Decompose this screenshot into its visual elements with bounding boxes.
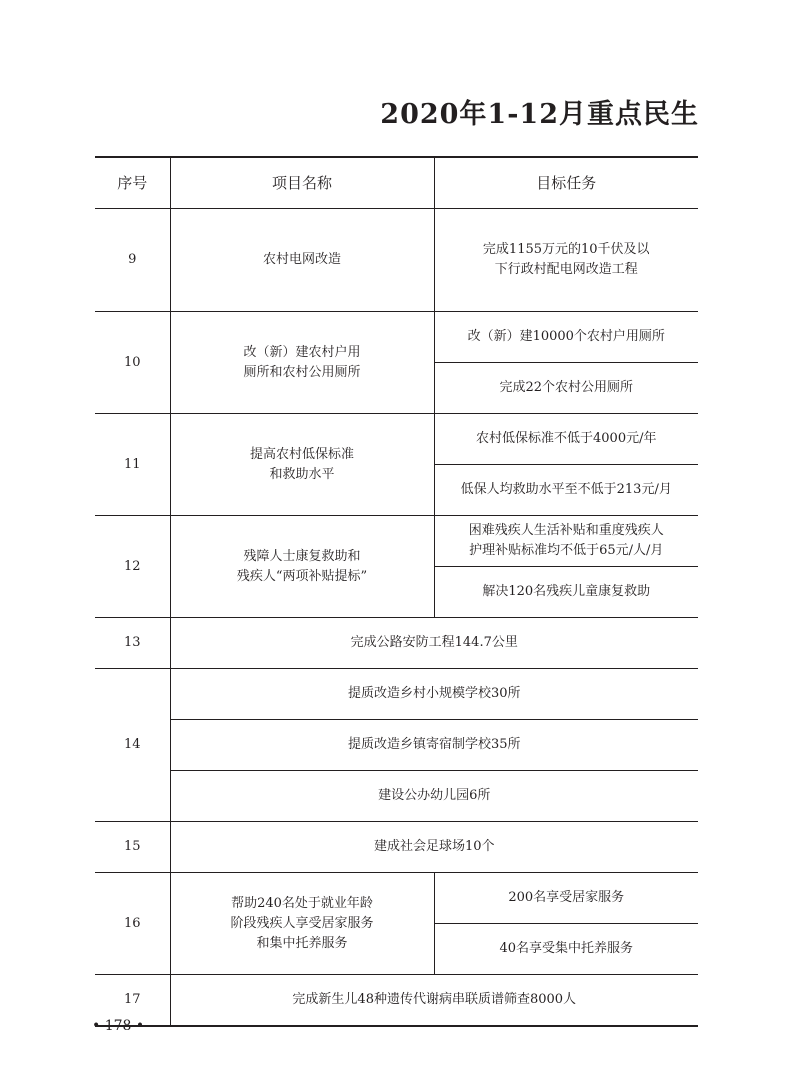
target-task: 提质改造乡镇寄宿制学校35所: [170, 720, 698, 771]
target-task: 低保人均救助水平至不低于213元/月: [434, 465, 698, 516]
target-task: 建成社会足球场10个: [170, 822, 698, 873]
target-task: 完成1155万元的10千伏及以 下行政村配电网改造工程: [434, 209, 698, 312]
table-row: [95, 618, 698, 669]
table-row: [95, 873, 698, 924]
project-name: 改（新）建农村户用 厕所和农村公用厕所: [170, 312, 434, 414]
livelihood-projects-table: [95, 156, 698, 1027]
target-task: 200名享受居家服务: [434, 873, 698, 924]
project-name: 帮助240名处于就业年龄 阶段残疾人享受居家服务 和集中托养服务: [170, 873, 434, 975]
page-title: 2020年1-12月重点民生: [380, 99, 699, 130]
row-number: 17: [95, 975, 170, 1026]
page-number: • 178 •: [92, 1018, 145, 1034]
row-number: 16: [95, 873, 170, 975]
table-row: [95, 209, 698, 312]
table-row: [95, 720, 698, 771]
row-number: 10: [95, 312, 170, 414]
table-row: [95, 669, 698, 720]
target-task: 改（新）建10000个农村户用厕所: [434, 312, 698, 363]
target-task: 完成公路安防工程144.7公里: [170, 618, 698, 669]
table-row: [95, 414, 698, 465]
header-no: 序号: [95, 157, 170, 209]
table-header-row: [95, 157, 698, 209]
table-row: [95, 771, 698, 822]
target-task: 解决120名残疾儿童康复救助: [434, 567, 698, 618]
project-name: 残障人士康复救助和 残疾人“两项补贴提标”: [170, 516, 434, 618]
row-number: 14: [95, 669, 170, 822]
target-task: 完成新生儿48种遗传代谢病串联质谱筛查8000人: [170, 975, 698, 1026]
target-task: 40名享受集中托养服务: [434, 924, 698, 975]
table-row: [95, 975, 698, 1026]
row-number: 11: [95, 414, 170, 516]
target-task: 困难残疾人生活补贴和重度残疾人 护理补贴标准均不低于65元/人/月: [434, 516, 698, 567]
target-task: 提质改造乡村小规模学校30所: [170, 669, 698, 720]
table-row: [95, 516, 698, 567]
project-name: 提高农村低保标准 和救助水平: [170, 414, 434, 516]
table-row: [95, 822, 698, 873]
target-task: 完成22个农村公用厕所: [434, 363, 698, 414]
header-name: 项目名称: [170, 157, 434, 209]
row-number: 15: [95, 822, 170, 873]
row-number: 13: [95, 618, 170, 669]
row-number: 9: [95, 209, 170, 312]
target-task: 建设公办幼儿园6所: [170, 771, 698, 822]
project-name: 农村电网改造: [170, 209, 434, 312]
target-task: 农村低保标准不低于4000元/年: [434, 414, 698, 465]
header-task: 目标任务: [434, 157, 698, 209]
row-number: 12: [95, 516, 170, 618]
table-row: [95, 312, 698, 363]
